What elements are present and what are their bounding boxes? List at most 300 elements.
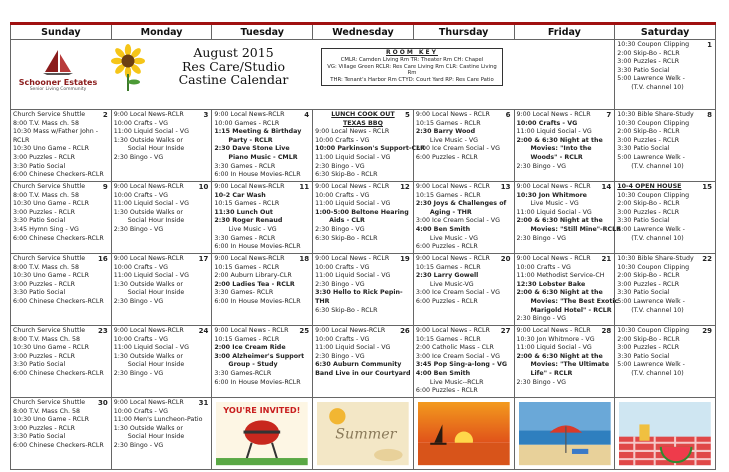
event-line: 10:30 Jon Whitmore: [516, 191, 587, 199]
event-line: 3:00 Puzzles - RCLR: [617, 208, 680, 216]
event-line: 4:00 Ben Smith: [415, 225, 471, 233]
event-line: 3:30 Patio Social: [617, 289, 670, 297]
day-cell: [313, 182, 414, 254]
event-line: 10:00 Crafts - VG: [113, 191, 169, 199]
event-line: 2:00 Skip-Bo - RCLR: [617, 128, 680, 136]
event-line: THR: [315, 297, 330, 305]
day-content: [615, 110, 715, 181]
event-line: Live Music - VG: [228, 225, 277, 233]
day-content: [515, 110, 615, 181]
day-cell: [514, 182, 621, 254]
day-content: [11, 254, 111, 325]
event-line: 3:00 Ice Cream Social - VG: [415, 289, 500, 297]
event-line: 2:30 Larry Gowell: [415, 272, 479, 280]
event-line: 10:00 Crafts - VG: [315, 335, 370, 343]
day-content: [313, 110, 425, 181]
day-content: [11, 182, 111, 253]
event-line: 2:00 & 6:30 Night at the: [516, 352, 603, 360]
event-line: 12:30 Lobster Bake: [516, 280, 586, 288]
day-content: [212, 182, 312, 253]
event-line: 9:00 Local News - RCLR: [415, 327, 490, 334]
day-cell: [212, 182, 313, 254]
event-line: 10:15 Games - RCLR: [214, 200, 280, 208]
event-line: 2:00 Auburn Library-CLR: [214, 272, 292, 280]
event-line: Party - RCLR: [228, 136, 273, 144]
event-line: 10:00 Crafts - VG: [315, 136, 370, 144]
event-line: 10:30 Mass w/Father John -: [13, 128, 99, 136]
day-cell: [413, 326, 514, 398]
summer-text: Summer: [335, 426, 397, 443]
day-content: [212, 254, 312, 325]
event-line: Movies: "The Best Exotic: [530, 297, 619, 305]
room-key: [321, 48, 503, 86]
day-content: [11, 398, 111, 469]
event-line: 9:00 Local News-RCLR: [214, 183, 285, 190]
event-line: 10:15 Games - RCLR: [214, 263, 280, 271]
event-line: 2:30 Bingo - VG: [315, 280, 365, 288]
event-line: 10:15 Games - RCLR: [415, 191, 481, 199]
day-cell: [514, 254, 619, 326]
day-cell: [111, 326, 212, 398]
event-line: Movies: "Into the: [530, 145, 592, 153]
event-line: 3:00 Puzzles - RCLR: [617, 344, 680, 352]
event-line: 2:30 Bingo - VG: [516, 315, 567, 323]
event-line: 3:00 Puzzles - RCLR: [13, 352, 75, 360]
event-line: 2:00 & 6:30 Night at the: [516, 136, 603, 144]
event-line: 10:30 Coupon Clipping: [617, 263, 690, 271]
room-key-line: CMLR: Camden Living Rm TR: Theater Rm CH: Chapel: [340, 56, 484, 63]
day-cell: [11, 182, 112, 254]
day-number: 4: [304, 111, 310, 119]
day-number: 22: [702, 255, 712, 263]
event-line: 3:00 Ice Cream Social - VG: [415, 217, 500, 225]
event-line: Live Music-VG: [429, 280, 474, 288]
event-line: 8:00 T.V. Mass ch. 58: [13, 119, 80, 127]
event-line: 11:00 Liquid Social - VG: [516, 344, 592, 352]
event-line: 10:30 Coupon Clipping: [617, 191, 690, 199]
day-number: 21: [601, 255, 612, 263]
event-line: 5:00 Lawrence Welk -: [617, 225, 685, 233]
event-line: 10:00 Games - RCLR: [214, 119, 280, 127]
event-line: 3:30 Hello to Rick Pepin-: [315, 289, 403, 297]
event-line: 3:30 Patio Social: [617, 352, 670, 360]
event-line: 10:00 Crafts - VG: [113, 335, 169, 343]
event-line: Social Hour Inside: [127, 289, 185, 297]
weekday-tuesday: Tuesday: [212, 24, 313, 40]
day-content: [212, 326, 312, 397]
event-line: 2:30 Bingo - VG: [516, 378, 567, 386]
event-line: 1:30 Outside Walks or: [113, 424, 183, 432]
event-line: 3:30 Patio Social: [13, 162, 66, 170]
event-line: 10-2 Car Wash: [214, 191, 266, 199]
day-number: 24: [198, 327, 209, 335]
event-line: Church Service Shuttle: [13, 183, 86, 190]
day-cell: [413, 182, 514, 254]
event-line: 3:30 Patio Social: [13, 217, 66, 225]
event-line: 9:00 Local News - RCLR: [415, 111, 490, 118]
event-line: 3:00 Alzheimer's Support: [214, 352, 305, 360]
day-content: [414, 182, 514, 253]
day-number: 9: [102, 183, 108, 191]
day-cell: [11, 254, 112, 326]
event-line: 4:00 Ben Smith: [415, 369, 471, 377]
event-line: 2:30 Bingo - VG: [315, 225, 365, 233]
weekday-thursday: Thursday: [413, 24, 514, 40]
day-number: 19: [400, 255, 410, 263]
day-cell: [11, 326, 112, 398]
room-key-line: THR: Tenant's Harbor Rm CTYD: Court Yard RP: Res Care Patio: [330, 77, 494, 84]
event-line: 10:30 Coupon Clipping: [617, 327, 690, 334]
art-cell-sunset: [413, 398, 514, 470]
day-cell: [212, 110, 313, 182]
event-line: 6:00 Puzzles - RCLR: [415, 153, 478, 161]
event-line: 11:00 Liquid Social - VG: [315, 272, 391, 280]
event-line: Group - Study: [228, 361, 278, 369]
event-line: (T.V. channel 10): [631, 83, 684, 91]
event-line: 3:00 Puzzles - RCLR: [13, 153, 75, 161]
event-line: 10:00 Crafts - VG: [113, 119, 169, 127]
event-line: Church Service Shuttle: [13, 399, 86, 406]
event-line: TEXAS BBQ: [342, 119, 383, 127]
event-line: 6:00 Chinese Checkers-RCLR: [13, 171, 104, 179]
event-line: 3:30 Patio Social: [617, 217, 670, 225]
title-location: Res Care/Studio: [182, 58, 285, 74]
event-line: 6:00 Puzzles - RCLR: [415, 243, 478, 251]
day-content: [414, 110, 514, 181]
event-line: 6:30 Skip-Bo - RCLR: [315, 234, 378, 242]
event-line: 3:30 Games - RCLR: [214, 234, 276, 242]
event-line: 10:00 Crafts - VG: [516, 119, 578, 127]
day-content: [112, 398, 212, 469]
event-line: 3:30 Patio Social: [617, 145, 670, 153]
grill-invite-icon: [216, 402, 308, 465]
day-number: 11: [299, 183, 310, 191]
event-line: Social Hour Inside: [127, 361, 185, 369]
event-line: 10:30 Uno Game - RCLR: [13, 145, 89, 153]
event-line: 3:30 Patio Social: [13, 361, 66, 369]
event-line: 2:30 Barry Wood: [415, 128, 476, 136]
event-line: 5:00 Lawrence Welk -: [617, 153, 685, 161]
day-number: 3: [203, 111, 209, 119]
event-line: 10:00 Parkinson's Support-CLR: [315, 145, 425, 153]
event-line: 9:00 Local News - RCLR: [516, 183, 591, 190]
event-line: 6:00 Chinese Checkers-RCLR: [13, 297, 104, 305]
event-line: 10:30 Uno Game - RCLR: [13, 200, 89, 208]
day-content: [615, 40, 715, 109]
day-cell: [615, 326, 716, 398]
event-line: (T.V. channel 10): [631, 234, 684, 242]
event-line: 2:00 Skip-Bo - RCLR: [617, 335, 680, 343]
day-number: 12: [400, 183, 410, 191]
event-line: 6:00 Puzzles - RCLR: [415, 297, 478, 305]
event-line: Social Hour Inside: [127, 433, 185, 441]
day-number: 18: [299, 255, 310, 263]
day-number: 28: [601, 327, 612, 335]
event-line: 1:00-5:00 Beltone Hearing: [315, 208, 409, 216]
event-line: 5:00 Lawrence Welk -: [617, 361, 685, 369]
weekday-saturday: Saturday: [615, 24, 716, 40]
event-line: 8:00 T.V. Mass Ch. 58: [13, 407, 80, 415]
title-month: August 2015: [193, 45, 274, 60]
invite-text: YOU'RE INVITED!: [223, 405, 301, 416]
watermelon-picnic-icon: [619, 402, 711, 465]
day-cell: [413, 254, 514, 326]
day-number: 27: [500, 327, 511, 335]
event-line: Social Hour Inside: [127, 145, 185, 153]
day-number: 15: [702, 183, 712, 191]
day-content: [615, 326, 715, 397]
event-line: (T.V. channel 10): [631, 369, 684, 377]
sunflower-icon: [109, 44, 147, 96]
weekday-friday: Friday: [514, 24, 615, 40]
event-line: 2:30 Joys & Challenges of: [415, 200, 507, 208]
event-line: 2:30 Bingo - VG: [113, 153, 164, 161]
day-content: [515, 326, 615, 397]
event-line: 3:00 Ice Cream Social - VG: [415, 352, 500, 360]
day-cell: [111, 398, 212, 470]
event-line: 10:30 Bible Share-Study: [617, 111, 694, 118]
event-line: 9:00 Local News - RCLR: [516, 327, 591, 334]
event-line: 1:30 Outside Walks or: [113, 136, 183, 144]
event-line: 2:30 Bingo - VG: [315, 162, 365, 170]
event-line: 9:00 Local News-RCLR: [113, 399, 184, 406]
event-line: 3:45 Hymn Sing - VG: [13, 225, 79, 233]
event-line: 10:30 Uno Game - RCLR: [13, 416, 89, 424]
event-line: 9:00 Local News - RCLR: [516, 111, 591, 118]
day-cell: [615, 110, 716, 182]
event-line: 3:30 Patio Social: [617, 66, 670, 74]
logo-tagline: Senior Living Community: [29, 87, 87, 92]
event-line: 6:00 Puzzles - RCLR: [415, 387, 478, 395]
event-line: Piano Music - CMLR: [228, 153, 298, 161]
event-line: 6:00 Chinese Checkers-RCLR: [13, 234, 104, 242]
event-line: 10:00 Crafts - VG: [315, 191, 370, 199]
event-line: Social Hour Inside: [127, 217, 185, 225]
day-content: [112, 182, 212, 253]
day-number: 13: [500, 183, 511, 191]
event-line: 9:00 Local News - RCLR: [415, 255, 490, 262]
event-line: LUNCH COOK OUT: [331, 111, 395, 118]
art-cell-invite: [212, 398, 313, 470]
event-line: 9:00 Local News-RCLR: [214, 111, 285, 118]
event-line: 6:00 In House Movies-RCLR: [214, 243, 301, 251]
weekday-wednesday: Wednesday: [313, 24, 414, 40]
event-line: 3:00 Puzzles - RCLR: [617, 136, 680, 144]
day-cell: [212, 326, 313, 398]
event-line: 3:00 Ice Cream Social - VG: [415, 145, 500, 153]
event-line: 10:00 Crafts - VG: [315, 263, 370, 271]
day-number: 6: [505, 111, 511, 119]
event-line: Movies: "The Ultimate: [530, 361, 610, 369]
event-line: 2:00 Skip-Bo - RCLR: [617, 272, 680, 280]
event-line: 9:00 Local News - RCLR: [315, 128, 390, 136]
event-line: Aids - CLR: [329, 217, 365, 225]
event-line: 9:00 Local News - RCLR: [315, 255, 390, 262]
event-line: 3:30 Patio Social: [13, 289, 66, 297]
event-line: Church Service Shuttle: [13, 327, 86, 334]
event-line: 9:00 Local News-RCLR: [113, 183, 184, 190]
event-line: 9:00 Local News - RCLR: [516, 255, 591, 262]
event-line: 2:30 Bingo - VG: [516, 234, 567, 242]
event-line: 1:30 Outside Walks or: [113, 208, 183, 216]
event-line: RCLR: [13, 136, 30, 144]
event-line: 2:30 Bingo - VG: [315, 352, 365, 360]
day-content: [112, 326, 212, 397]
event-line: 10:15 Games - RCLR: [214, 335, 280, 343]
event-line: 6:30 Auburn Community: [315, 361, 402, 369]
day-content: [212, 110, 312, 181]
day-content: [11, 110, 111, 181]
event-line: Movies: "Still Mine"-RCLR: [530, 225, 621, 233]
event-line: 9:00 Local News - RCLR: [315, 183, 390, 190]
event-line: 1:30 Outside Walks or: [113, 352, 183, 360]
day-number: 30: [97, 399, 108, 407]
event-line: 2:00 & 6:30 Night at the: [516, 289, 603, 297]
event-line: 6:00 Chinese Checkers-RCLR: [13, 369, 104, 377]
event-line: 6:00 In House Movies-RCLR: [214, 297, 301, 305]
day-content: [112, 110, 212, 181]
event-line: 10:00 Crafts - VG: [113, 263, 169, 271]
event-line: 2:00 & 6:30 Night at the: [516, 217, 603, 225]
sailboat-logo-icon: [41, 48, 75, 76]
event-line: 8:00 T.V. Mass ch. 58: [13, 263, 80, 271]
event-line: 9:00 Local News-RCLR: [214, 255, 285, 262]
event-line: Live Music - VG: [429, 234, 479, 242]
day-content: [515, 182, 621, 253]
event-line: 3:00 Puzzles - RCLR: [617, 58, 680, 66]
event-line: 10:30 Jon Whitmore - VG: [516, 335, 595, 343]
day-cell: [111, 254, 212, 326]
event-line: 6:30 Skip-Bo - RCLR: [315, 171, 378, 179]
calendar-grid: [10, 22, 716, 470]
day-cell: [111, 110, 212, 182]
event-line: 2:30 Bingo - VG: [113, 369, 164, 377]
logo-name: Schooner Estates: [18, 78, 98, 87]
summer-beach-icon: [317, 402, 409, 465]
event-line: 6:00 In House Movies-RCLR: [214, 378, 301, 386]
day-number: 23: [97, 327, 108, 335]
event-line: Church Service Shuttle: [13, 111, 86, 118]
event-line: 2:00 Catholic Mass - CLR: [415, 344, 494, 352]
day-number: 17: [198, 255, 209, 263]
event-line: 2:30 Bingo - VG: [113, 225, 164, 233]
calendar-header-block: [11, 40, 615, 110]
day-cell: [514, 326, 615, 398]
event-line: 9:00 Local News - RCLR: [415, 183, 490, 190]
day-number: 8: [707, 111, 712, 119]
day-cell: [313, 110, 425, 182]
event-line: 8:00 T.V. Mass ch. 58: [13, 191, 80, 199]
room-key-line: VG: Village Green RCLR: Res Care Living Rm CLR: Castine Living Rm: [327, 63, 497, 77]
event-line: 10:15 Games - RCLR: [415, 335, 481, 343]
event-line: 10:00 Crafts - VG: [113, 407, 169, 415]
event-line: 11:00 Methodist Service-CH: [516, 272, 605, 280]
event-line: 10:30 Uno Game - RCLR: [13, 272, 89, 280]
event-line: 11:00 Liquid Social - VG: [315, 153, 391, 161]
event-line: 10:30 Coupon Clipping: [617, 41, 690, 48]
day-content: [112, 254, 212, 325]
day-cell: [615, 40, 716, 110]
day-number: 10: [198, 183, 209, 191]
event-line: 6:00 In House Movies-RCLR: [214, 171, 301, 179]
event-line: 6:30 Skip-Bo - RCLR: [315, 306, 378, 314]
event-line: 2:00 Skip-Bo - RCLR: [617, 49, 680, 57]
event-line: Band Live in our Courtyard: [315, 369, 411, 377]
event-line: 9:00 Local News-RCLR: [315, 327, 386, 334]
event-line: Live Music - VG: [429, 136, 479, 144]
day-cell: [11, 110, 112, 182]
event-line: 11:00 Liquid Social - VG: [113, 344, 189, 352]
day-content: [515, 254, 619, 325]
event-line: 10:30 Bible Share-Study: [617, 255, 694, 262]
day-number: 29: [702, 327, 712, 335]
event-line: 10:15 Games - RCLR: [415, 119, 481, 127]
event-line: 2:00 Skip-Bo - RCLR: [617, 200, 680, 208]
weekday-sunday: Sunday: [11, 24, 112, 40]
event-line: 10-4 OPEN HOUSE: [617, 183, 682, 190]
event-line: 3:30 Games- RCLR: [214, 289, 274, 297]
day-cell: [212, 254, 313, 326]
event-line: 2:30 Roger Renaud: [214, 217, 283, 225]
event-line: 3:00 Puzzles - RCLR: [13, 280, 75, 288]
weekday-monday: Monday: [111, 24, 212, 40]
event-line: 11:00 Liquid Social - VG: [113, 128, 189, 136]
day-cell: [615, 182, 716, 254]
day-number: 14: [601, 183, 612, 191]
event-line: 2:30 Bingo - VG: [516, 162, 567, 170]
event-line: 3:30 Games-RCLR: [214, 369, 272, 377]
event-line: 2:00 Ladies Tea - RCLR: [214, 280, 295, 288]
event-line: 10:15 Games - RCLR: [415, 263, 481, 271]
day-content: [615, 182, 715, 253]
calendar-title: [151, 46, 316, 87]
event-line: 3:45 Pop Sing-a-long - VG: [415, 361, 507, 369]
event-line: 1:30 Outside Walks or: [113, 280, 183, 288]
day-cell: [111, 182, 212, 254]
beach-umbrella-icon: [519, 402, 611, 465]
day-content: [11, 326, 111, 397]
event-line: Live Music - VG: [530, 200, 579, 208]
event-line: 3:30 Patio Social: [13, 433, 66, 441]
day-content: [313, 182, 413, 253]
event-line: 11:00 Men's Luncheon-Patio: [113, 416, 203, 424]
event-line: Woods" - RCLR: [530, 153, 583, 161]
event-line: 9:00 Local News-RCLR: [113, 255, 184, 262]
event-line: Aging - THR: [429, 208, 472, 216]
event-line: Life" - RCLR: [530, 369, 573, 377]
event-line: 3:30 Games - RCLR: [214, 162, 276, 170]
day-cell: [413, 110, 514, 182]
event-line: 11:00 Liquid Social - VG: [315, 344, 391, 352]
day-number: 31: [198, 399, 209, 407]
event-line: 9:00 Local News - RCLR: [214, 327, 289, 334]
community-logo: [17, 48, 99, 93]
day-cell: [615, 254, 716, 326]
day-content: [313, 326, 413, 397]
event-line: 11:00 Liquid Social - VG: [516, 128, 592, 136]
art-cell-summer: [313, 398, 414, 470]
event-line: 2:30 Bingo - VG: [113, 297, 164, 305]
day-number: 1: [707, 41, 712, 49]
day-content: [313, 254, 413, 325]
weekday-header-row: [11, 24, 716, 40]
event-line: 11:00 Liquid Social - VG: [113, 272, 189, 280]
event-line: 10:30 Coupon Clipping: [617, 119, 690, 127]
event-line: 8:00 T.V. Mass Ch. 58: [13, 335, 80, 343]
day-number: 20: [500, 255, 511, 263]
event-line: 5:00 Lawrence Welk -: [617, 75, 685, 83]
day-cell: [313, 254, 414, 326]
